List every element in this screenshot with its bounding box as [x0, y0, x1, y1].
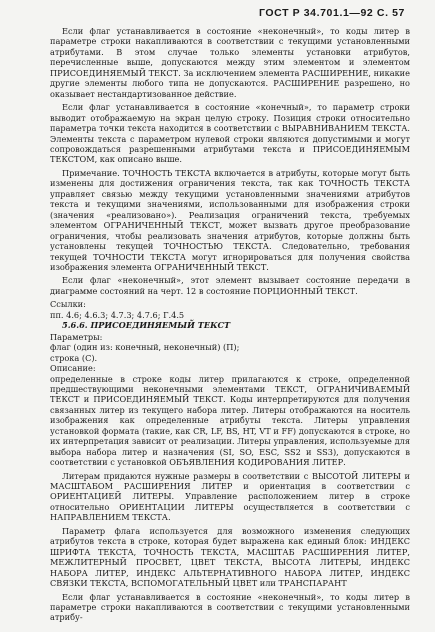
parameter-string: строка (С). [50, 352, 98, 363]
parameters-label: Параметры: [50, 331, 103, 342]
section-heading [62, 320, 410, 330]
references-label: Ссылки: [50, 299, 86, 310]
paragraph: Если флаг устанавливается в состояние «конечный», то параметр строки выводит отображаемую на экран целую строку. Позиция строки относительно параметра точки текста находится в соответствии с ВЫРАВНИВАНИЕМ ТЕКСТА. Элементы текста с параметром нулевой строки являются допустимыми и могут сопровождаться разрешенными атрибутами текста и ПРИСОЕДИНЯЕМЫМ ТЕКСТОМ, как описано выше. [50, 102, 410, 165]
description-label: Описание: [50, 363, 96, 374]
section-title: ПРИСОЕДИНЯЕМЫЙ ТЕКСТ [90, 320, 231, 331]
references-list: пп. 4.6; 4.6.3; 4.7.3; 4.7.6; Г.4.5 [50, 309, 185, 320]
description-paragraph: определенные в строке коды литер прилагаются к строке, определенной предшествующими неконечными элементами ТЕКСТ, ОГРАНИЧИВАЕМЫЙ ТЕКСТ и ПРИСОЕДИНЯЕМЫЙ ТЕКСТ. Коды интерпретируются для получения связанных литер из текущего набора литер. Литеры отображаются на носитель изображения как определенные атрибуты текста. Литеры управления установкой формата (такие, как CR, LF, BS, HT, VT и FF) допускаются в строке, но их интерпретация зависит от реализации. Литеры управления, используемые для выбора набора литер и назначения (SI, SO, ESC, SS2 и SS3), допускаются в соответствии с установкой ОБЪЯВЛЕНИЯ КОДИРОВАНИЯ ЛИТЕР. [50, 373, 410, 468]
paragraph: Если флаг устанавливается в состояние «неконечный», то коды литер в параметре строки накапливаются в соответствии с текущими установленными атрибу- [50, 591, 410, 623]
section-number: 5.6.6. [62, 320, 88, 331]
parameter-flag: флаг (один из: конечный, неконечный) (П); [50, 342, 240, 353]
paragraph: Параметр флага используется для возможного изменения следующих атрибутов текста в строке, которая будет выражена как единый блок: ИНДЕКС ШРИФТА ТЕКСТА, ТОЧНОСТЬ ТЕКСТА, МАСШТАБ РАСШИРЕНИЯ ЛИТЕР, МЕЖЛИТЕРНЫЙ ПРОСВЕТ, ЦВЕТ ТЕКСТА, ВЫСОТА ЛИТЕРЫ, ИНДЕКС НАБОРА ЛИТЕР, ИНДЕКС АЛЬТЕРНАТИВНОГО НАБОРА ЛИТЕР, ИНДЕКС СВЯЗКИ ТЕКСТА, ВСПОМОГАТЕЛЬНЫЙ ЦВЕТ или ТРАНСПАРАНТ [50, 525, 410, 589]
paragraph: Если флаг «неконечный», этот элемент вызывает состояние передачи в диаграмме состояний на черт. 12 в состояние ПОРЦИОННЫЙ ТЕКСТ. [50, 275, 410, 296]
paragraph: Литерам придаются нужные размеры в соответствии с ВЫСОТОЙ ЛИТЕРЫ и МАСШТАБОМ РАСШИРЕНИЯ ЛИТЕР и ориентация в соответствии с ОРИЕНТАЦИЕЙ ЛИТЕРЫ. Управление расположением литер в строке относительно ОРИЕНТАЦИИ ЛИТЕРЫ осуществляется в соответствии с НАПРАВЛЕНИЕМ ТЕКСТА. [50, 470, 410, 523]
paragraph: Если флаг устанавливается в состояние «неконечный», то коды литер в параметре строки накапливаются в соответствии с текущими установленными атрибутами. В этом случае только элементы установки атрибутов, перечисленные выше, допускаются между этим элементом и элементом ПРИСОЕДИНЯЕМЫЙ ТЕКСТ. За исключением элемента РАСШИРЕНИЕ, никакие другие элементы любого типа не допускаются. РАСШИРЕНИЕ разрешено, но оказывает нестандартизованное действие. [50, 26, 410, 99]
note-paragraph: Примечание. ТОЧНОСТЬ ТЕКСТА включается в атрибуты, которые могут быть изменены для достижения ограничения текста, так как ТОЧНОСТЬ ТЕКСТА управляет связью между текущими установленными значениями атрибутов текста и текущими значениями, использованными для изображения строки (значения «реализовано»). Реализация ограничений текста, требуемых элементом ОГРАНИЧЕННЫЙ ТЕКСТ, может вызвать другое преобразование ограничения, чтобы реализовать значения атрибутов, которые должны быть установлены текущей ТОЧНОСТЬЮ ТЕКСТА. Следовательно, требования текущей ТОЧНОСТИ ТЕКСТА могут игнорироваться для получения свойства изображения элемента ОГРАНИЧЕННЫЙ ТЕКСТ. [50, 167, 410, 272]
document-body [50, 26, 410, 626]
page-header: ГОСТ Р 34.701.1—92 С. 57 [258, 7, 405, 19]
